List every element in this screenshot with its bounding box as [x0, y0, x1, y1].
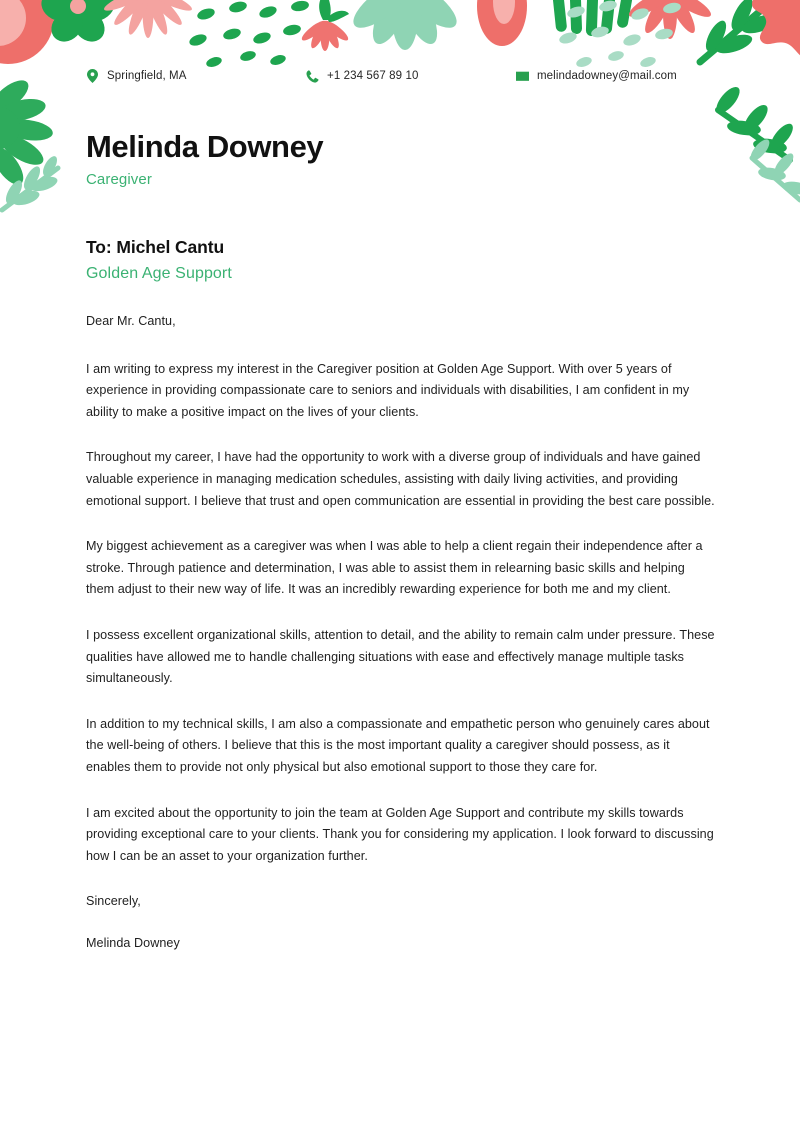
- contact-email: [516, 69, 714, 83]
- recipient-company: Golden Age Support: [86, 265, 232, 283]
- sender-job-title: Caregiver: [86, 171, 152, 189]
- sender-name: Melinda Downey: [86, 129, 324, 164]
- letter-salutation: Dear Mr. Cantu,: [86, 314, 176, 329]
- contact-location: [86, 69, 306, 83]
- letter-paragraph: I possess excellent organizational skills, attention to detail, and the ability to remain calm under pressure. These qualities have allowed me to handle challenging situations with ease and effectively manage multiple tasks simultaneously.: [86, 628, 715, 686]
- recipient-name: To: Michel Cantu: [86, 237, 225, 258]
- envelope-icon: [516, 69, 529, 83]
- letter-paragraph: I am excited about the opportunity to join the team at Golden Age Support and contribute my skills towards providing exceptional care to your clients. Thank you for considering my application. I look forward to discussing how I can be an asset to your organization further.: [86, 805, 714, 863]
- location-text: Springfield, MA: [107, 70, 187, 82]
- phone-text: +1 234 567 89 10: [327, 70, 419, 82]
- phone-icon: [306, 69, 319, 83]
- letter-signature: Melinda Downey: [86, 935, 180, 950]
- letter-paragraph: Throughout my career, I have had the opportunity to work with a diverse group of individuals and have gained valuable experience in managing medication schedules, assisting with daily living activities, and providing emotional support. I believe that trust and open communication are essential in providing the best care possible.: [86, 450, 715, 508]
- letter-paragraph: In addition to my technical skills, I am also a compassionate and empathetic person who genuinely cares about the well-being of others. I believe that this is the most important quality a caregiver should possess, as it enables them to provide not only physical but also emotional support to those they care for.: [86, 716, 710, 774]
- contact-phone: [306, 69, 516, 83]
- letter-paragraph: My biggest achievement as a caregiver was when I was able to help a client regain their independence after a stroke. Through patience and determination, I was able to assist them in relearning basic skills and helping them adjust to their new way of life. It was an incredibly rewarding experience for both me and my client.: [86, 539, 703, 597]
- letter-paragraph: I am writing to express my interest in the Caregiver position at Golden Age Support. With over 5 years of experience in providing compassionate care to seniors and individuals with disabilities, I am confident in my ability to make a positive impact on the lives of your clients.: [86, 361, 690, 419]
- sender-block: [86, 130, 714, 188]
- location-pin-icon: [86, 69, 99, 83]
- email-text: melindadowney@mail.com: [537, 70, 677, 82]
- letter-closing: Sincerely,: [86, 894, 141, 909]
- recipient-block: [86, 237, 714, 283]
- letter-body: [86, 311, 716, 954]
- contact-bar: [86, 0, 714, 88]
